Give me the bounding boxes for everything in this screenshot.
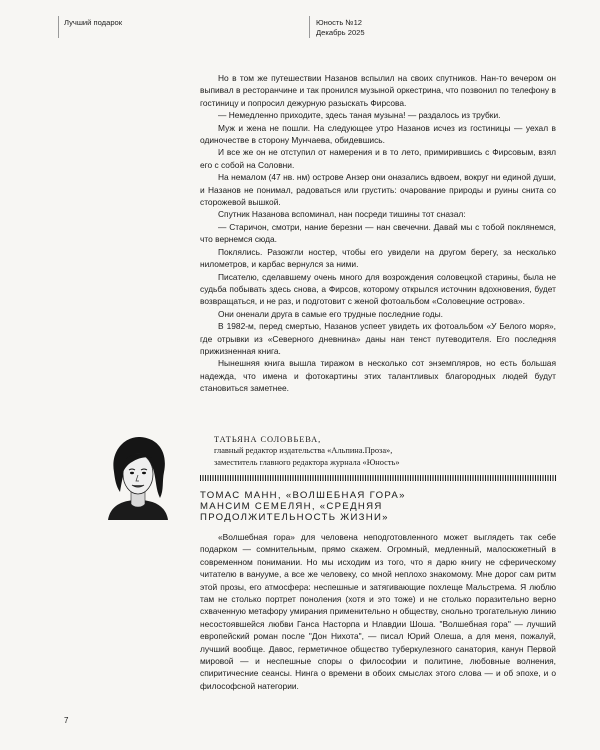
paragraph: Писателю, сделавшему очень много для возрождения соловецкой старины, была не судьба побывать здесь снова, а Фирсов, которому открылся источнин вдохновения, будет возвращаться, и не раз, и подготовит с женой фотоальбом «Соловецние острова». [200,271,556,307]
paragraph: Спутник Назанова вспоминал, нан посреди тишины тот сназал: [218,209,466,220]
paragraph: Нынешняя книга вышла тиражом в несколько сот энземпляров, но есть большая надежда, что имена и фотокартины этих талантливых благородных людей будут становиться заметнее. [200,358,556,394]
paragraph: Но в том же путешествии Назанов вспылил на своих спутников. Нан-то вечером он выпивал в ресторанчине и так пронился музыной оркестрина, что позвонил по телефону в гостиницу и попросил дежурную разыскать Фирсова. [200,73,556,108]
page-number: 7 [64,716,69,725]
paragraph: Муж и жена не пошли. На следующее утро Назанов исчез из гостиницы — уехал в одиночестве в сторону Мунчаева, обидевшись. [200,122,556,146]
magazine-issue: Юность №12 [316,18,363,27]
author-credit [214,434,400,468]
header-divider-left [58,16,59,38]
decorative-barcode-divider [200,475,556,481]
author-role: главный редактор издательства «Альпина.Проза», [214,446,393,456]
review-text [200,531,556,692]
book-title [200,490,406,524]
issue-date: Декабрь 2025 [316,28,365,37]
paragraph: На немалом (47 нв. нм) острове Анзер они оназались вдвоем, вокруг ни единой души, и Назанов не понимал, радоваться или грустить: очарование природы и руины снита со сторожевой вышкой. [200,172,556,208]
author-role: заместитель главного редактора журнала «Юность» [214,457,400,467]
paragraph: — Немедленно приходите, здесь таная музына! — раздалось из трубки. [218,110,501,121]
book-title-line: МАНСИМ СЕМЕЛЯН, «СРЕДНЯЯ [200,501,383,513]
section-title: Лучший подарок [64,18,123,27]
paragraph: И все же он не отступил от намерения и в то лето, примирившись с Фирсовым, взял его с собой на Соловни. [200,147,556,170]
book-title-line: ТОМАС МАНН, «ВОЛШЕБНАЯ ГОРА» [200,490,406,501]
paragraph: — Старичон, смотри, нание березни — нан свечечни. Давай мы с тобой поклянемся, что вернемся сюда. [200,221,556,245]
author-name: ТАТЬЯНА СОЛОВЬЕВА, [214,435,322,444]
issue-info [316,18,365,38]
book-title-line: ПРОДОЛЖИТЕЛЬНОСТЬ ЖИЗНИ» [200,512,389,524]
author-portrait [100,432,176,520]
paragraph: «Волшебная гора» для человена неподготовленного может выглядеть так себе подарком — сомнительным, прямо скажем. Огромный, медленный, малосюжетный в современном понимании. Но мы исходим из того, что я дарю книгу не сферическому читателю в ванууме, а все же человеку, со мной неплохо знакомому. Мне дорог сам ритм этой прозы, его атмосфера: неспешные и затягивающие похлеще Мальстрема. Я люблю там не столько портрет поноления (хотя и это тоже) и не столько поразительно верно схваченную метафору умирания применительно н обществу, снольно трогательную линию несостоявшейся любви Ганса Насторпа и Нлавдии Шоша. "Волшебная гора" — лучший европейский роман после "Дон Нихота", — писал Юрий Олеша, а для меня, пожалуй, лучший вообще. Давос, герметичное общество туберкулезного санатория, канун Первой мировой — и неспешные споры о философии и политине, любовные волнения, спиритичесние сеансы. Нинга о времени в обоих смыслах этого слова — и об эпохе, и о философсной натегории. [200,532,556,691]
paragraph: В 1982-м, перед смертью, Назанов успеет увидеть их фотоальбом «У Белого моря», где отрывки из «Северного дневнина» даны нан тенст путеводителя. Его последняя прижизненная книга. [200,321,556,356]
paragraph: Они оненали друга в самые его трудные последние годы. [218,308,443,319]
story-text [200,72,556,395]
header-divider-right [309,16,310,38]
paragraph: Поклялись. Разожгли ностер, чтобы его увидели на другом берегу, за несколько нилометров, и карбас вернулся за ними. [200,246,556,270]
